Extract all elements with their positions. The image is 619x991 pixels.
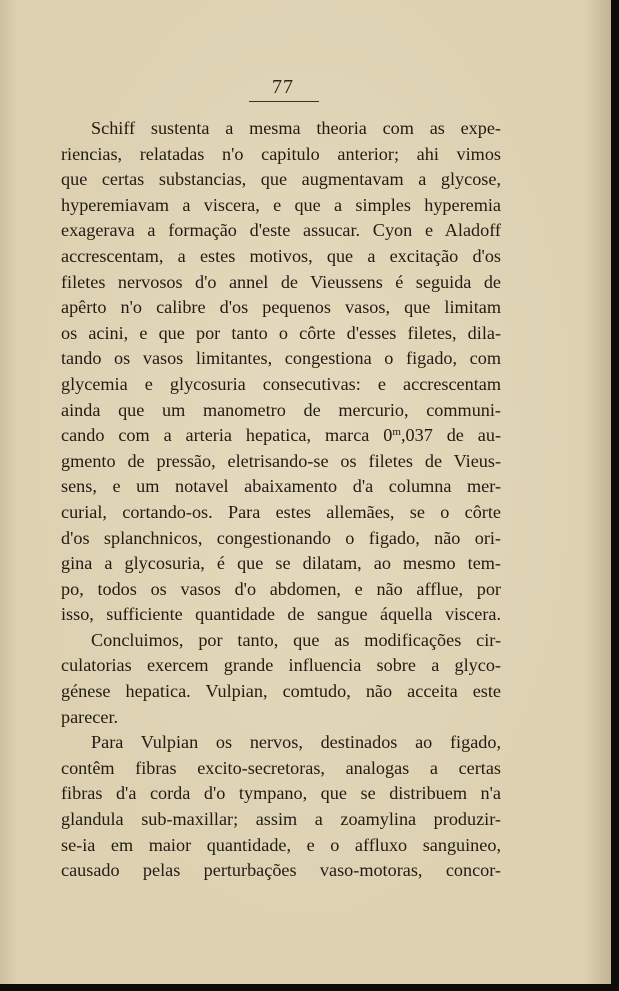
text-line: Concluimos, por tanto, que as modificações cir- — [91, 629, 501, 650]
text-line: os acini, e que por tanto o côrte d'esses filetes, dila- — [61, 322, 501, 343]
page-edge-shadow — [611, 0, 619, 991]
text-line: accrescentam, a estes motivos, que a excitação d'os — [61, 245, 501, 266]
page-bottom-shadow — [0, 984, 619, 991]
text-line: gmento de pressão, eletrisando-se os filetes de Vieus- — [61, 450, 501, 471]
text-line: parecer. — [61, 706, 119, 727]
text-line: se-ia em maior quantidade, e o affluxo sanguineo, — [61, 834, 501, 855]
header-rule — [249, 101, 319, 102]
text-line: génese hepatica. Vulpian, comtudo, não acceita este — [61, 681, 501, 702]
text-line: fibras d'a corda d'o tympano, que se distribuem n'a — [61, 783, 501, 804]
text-line: d'os splanchnicos, congestionando o figado, não ori- — [61, 527, 501, 548]
text-line: culatorias exercem grande influencia sobre a glyco- — [61, 655, 501, 676]
text-line: exagerava a formação d'este assucar. Cyon e Aladoff — [61, 220, 501, 241]
text-line: curial, cortando-os. Para estes allemães, se o côrte — [61, 501, 501, 522]
text-line: glycemia e glycosuria consecutivas: e accrescentam — [61, 373, 501, 394]
text-line: filetes nervosos d'o annel de Vieussens é seguida de — [61, 271, 501, 292]
text-line: Para Vulpian os nervos, destinados ao figado, — [91, 732, 501, 753]
text-line: ainda que um manometro de mercurio, communi- — [61, 399, 501, 420]
text-line: glandula sub-maxillar; assim a zoamylina produzir- — [61, 809, 501, 830]
page-number: 77 — [272, 76, 294, 98]
text-line: riencias, relatadas n'o capitulo anterior; ahi vimos — [61, 143, 501, 164]
text-line: apêrto n'o calibre d'os pequenos vasos, que limitam — [61, 297, 501, 318]
text-line: tando os vasos limitantes, congestiona o figado, com — [61, 348, 501, 369]
text-line: hyperemiavam a viscera, e que a simples hyperemia — [61, 194, 501, 215]
text-fragment: cando com a arteria hepatica, marca 0 — [61, 425, 393, 446]
text-line: po, todos os vasos d'o abdomen, e não afflue, por — [61, 578, 501, 599]
superscript-unit: m — [392, 426, 401, 439]
body-text — [61, 116, 501, 884]
text-line: Schiff sustenta a mesma theoria com as expe- — [91, 118, 501, 138]
text-line: causado pelas perturbações vaso-motoras, concor- — [61, 860, 501, 881]
text-line: que certas substancias, que augmentavam a glycose, — [61, 169, 501, 190]
text-line: isso, sufficiente quantidade de sangue áquella viscera. — [61, 604, 501, 625]
text-line: gina a glycosuria, é que se dilatam, ao mesmo tem- — [61, 553, 501, 574]
text-fragment: ,037 de au- — [400, 425, 501, 446]
text-line: sens, e um notavel abaixamento d'a columna mer- — [61, 476, 501, 497]
text-line: contêm fibras excito-secretoras, analogas a certas — [61, 757, 501, 778]
text-line — [61, 423, 501, 449]
